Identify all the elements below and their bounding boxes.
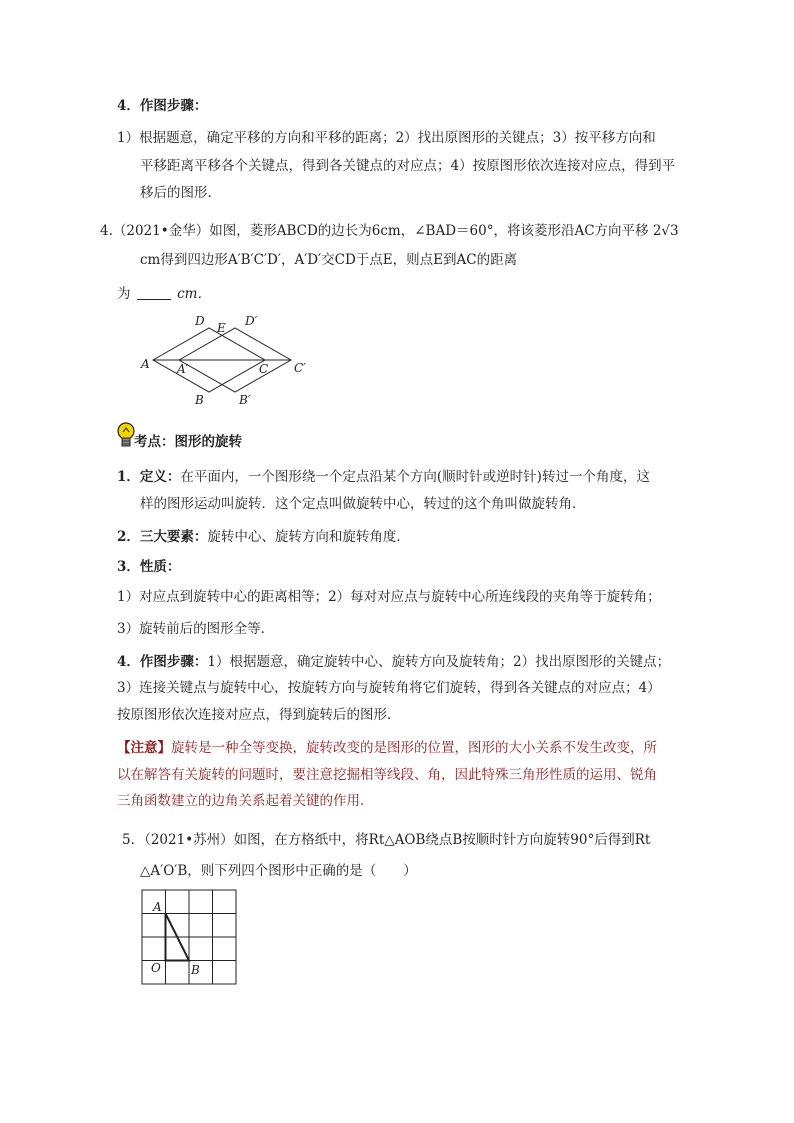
label-b-prime: B′ — [239, 393, 251, 407]
answer-blank[interactable] — [137, 285, 171, 300]
properties-line-1: 1）对应点到旋转中心的距离相等；2）每对对应点与旋转中心所连线段的夹角等于旋转角； — [117, 589, 661, 605]
three-elements — [117, 527, 410, 547]
label-c-prime: C′ — [294, 361, 306, 375]
note-line-3: 三角函数建立的边角关系起着关键的作用． — [117, 793, 374, 809]
note-line-2: 以在解答有关旋转的问题时，要注意挖掘相等线段、角，因此特殊三角形性质的运用、锐角 — [117, 767, 657, 783]
definition-text-1: 在平面内，一个图形绕一个定点沿某个方向(顺时针或逆时针)转过一个角度，这 — [180, 469, 650, 485]
question-4-line-3 — [117, 284, 211, 304]
rotation-steps-line-2: 3）连接关键点与旋转中心，按旋转方向与旋转角将它们旋转，得到各关键点的对应点；4） — [117, 680, 661, 696]
label-e: E — [217, 321, 226, 335]
answer-prefix: 为 — [117, 286, 131, 302]
note-label: 【注意】 — [117, 740, 171, 756]
grid-label-o: O — [151, 961, 161, 975]
note-text-1: 旋转是一种全等变换，旋转改变的是图形的位置，图形的大小关系不发生改变，所 — [171, 740, 657, 756]
three-elements-text: 旋转中心、旋转方向和旋转角度． — [207, 529, 410, 545]
label-a-prime: A′ — [177, 362, 189, 376]
steps-heading: 4．作图步骤： — [117, 98, 208, 114]
properties-line-2: 3）旋转前后的图形全等． — [117, 621, 275, 637]
label-c: C — [259, 362, 269, 376]
steps-line-1: 1）根据题意，确定平移的方向和平移的距离；2）找出原图形的关键点；3）按平移方向和 — [117, 130, 656, 146]
grid-label-a: A — [153, 900, 162, 914]
question-5-line-2: △A′O′B，则下列四个图形中正确的是（ ） — [140, 863, 417, 879]
rotation-steps-text-1: 1）根据题意，确定旋转中心、旋转方向及旋转角；2）找出原图形的关键点； — [207, 654, 671, 670]
grid-label-b: B — [191, 963, 200, 977]
definition-line-1 — [117, 467, 650, 487]
label-d: D — [195, 314, 205, 328]
answer-unit: cm． — [177, 286, 211, 302]
steps-line-3: 移后的图形． — [140, 185, 221, 201]
definition-label: 1．定义： — [117, 469, 181, 485]
three-elements-label: 2．三大要素： — [117, 529, 208, 545]
definition-line-2: 样的图形运动叫旋转．这个定点叫做旋转中心，转过的这个角叫做旋转角． — [140, 496, 586, 512]
label-b: B — [195, 393, 204, 407]
question-4-line-1: 4.（2021•金华）如图，菱形ABCD的边长为6cm，∠BAD＝60°，将该菱形沿AC方向平移 2√3 — [100, 223, 679, 239]
label-a: A — [141, 357, 150, 371]
steps-line-2: 平移距离平移各个关键点，得到各关键点的对应点；4）按原图形依次连接对应点，得到平 — [140, 158, 676, 174]
label-d-prime: D′ — [245, 314, 258, 328]
rotation-steps-line-3: 按原图形依次连接对应点，得到旋转后的图形． — [117, 707, 401, 723]
rotation-steps-label: 4．作图步骤： — [117, 654, 208, 670]
rhombus-translation-figure — [135, 310, 335, 410]
rotation-steps-line-1 — [117, 652, 670, 672]
note-line-1 — [117, 738, 657, 758]
section-title: 考点：图形的旋转 — [134, 434, 242, 450]
question-4-line-2: cm得到四边形A′B′C′D′，A′D′交CD于点E，则点E到AC的距离 — [140, 252, 518, 268]
question-5-line-1: 5．（2021•苏州）如图，在方格纸中，将Rt△AOB绕点B按顺时针方向旋转90°后得到Rt — [122, 832, 651, 848]
grid-figure — [140, 888, 240, 988]
properties-heading: 3．性质： — [117, 559, 181, 575]
